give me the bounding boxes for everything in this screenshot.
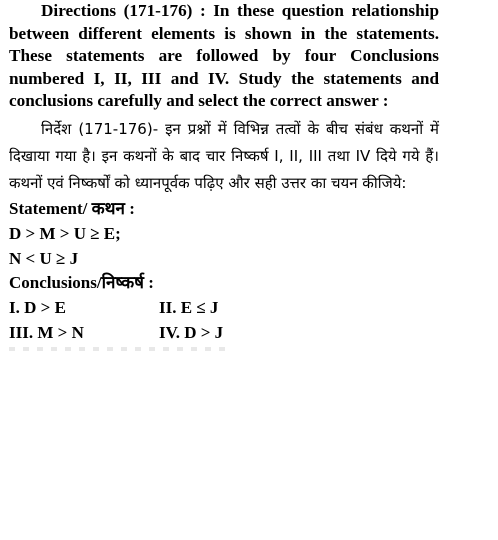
conclusion-row-1 xyxy=(9,295,439,320)
conclusion-II: II. E ≤ J xyxy=(159,297,219,317)
directions-hindi: निर्देश (171-176)- इन प्रश्नों में विभिन्न तत्वों के बीच संबंध कथनों में दिखाया गया है। इन कथनों के बाद चार निष्कर्ष I, II, III तथा IV दिये गये हैं। कथनों एवं निष्कर्षों को ध्यानपूर्वक पढ़िए और सही उत्तर का चयन कीजिये: xyxy=(9,119,439,192)
conclusion-III: III. M > N xyxy=(9,322,84,342)
conclusion-I: I. D > E xyxy=(9,297,66,317)
statement-line-2: N < U ≥ J xyxy=(9,248,79,268)
conclusion-row-2 xyxy=(9,320,439,345)
conclusions-heading: Conclusions/निष्कर्ष : xyxy=(9,272,154,292)
directions-english: Directions (171-176) : In these question relationship between different elements is shown in the statements. These statements are followed by four Conclusions numbered I, II, III and IV. Study the statements and conclusions carefully and select the correct answer : xyxy=(9,1,439,110)
question-page xyxy=(9,0,439,351)
conclusion-IV: IV. D > J xyxy=(159,322,224,342)
cropped-text-remnant xyxy=(9,347,229,351)
statement-line-1: D > M > U ≥ E; xyxy=(9,223,121,243)
statement-heading: Statement/ कथन : xyxy=(9,198,135,218)
